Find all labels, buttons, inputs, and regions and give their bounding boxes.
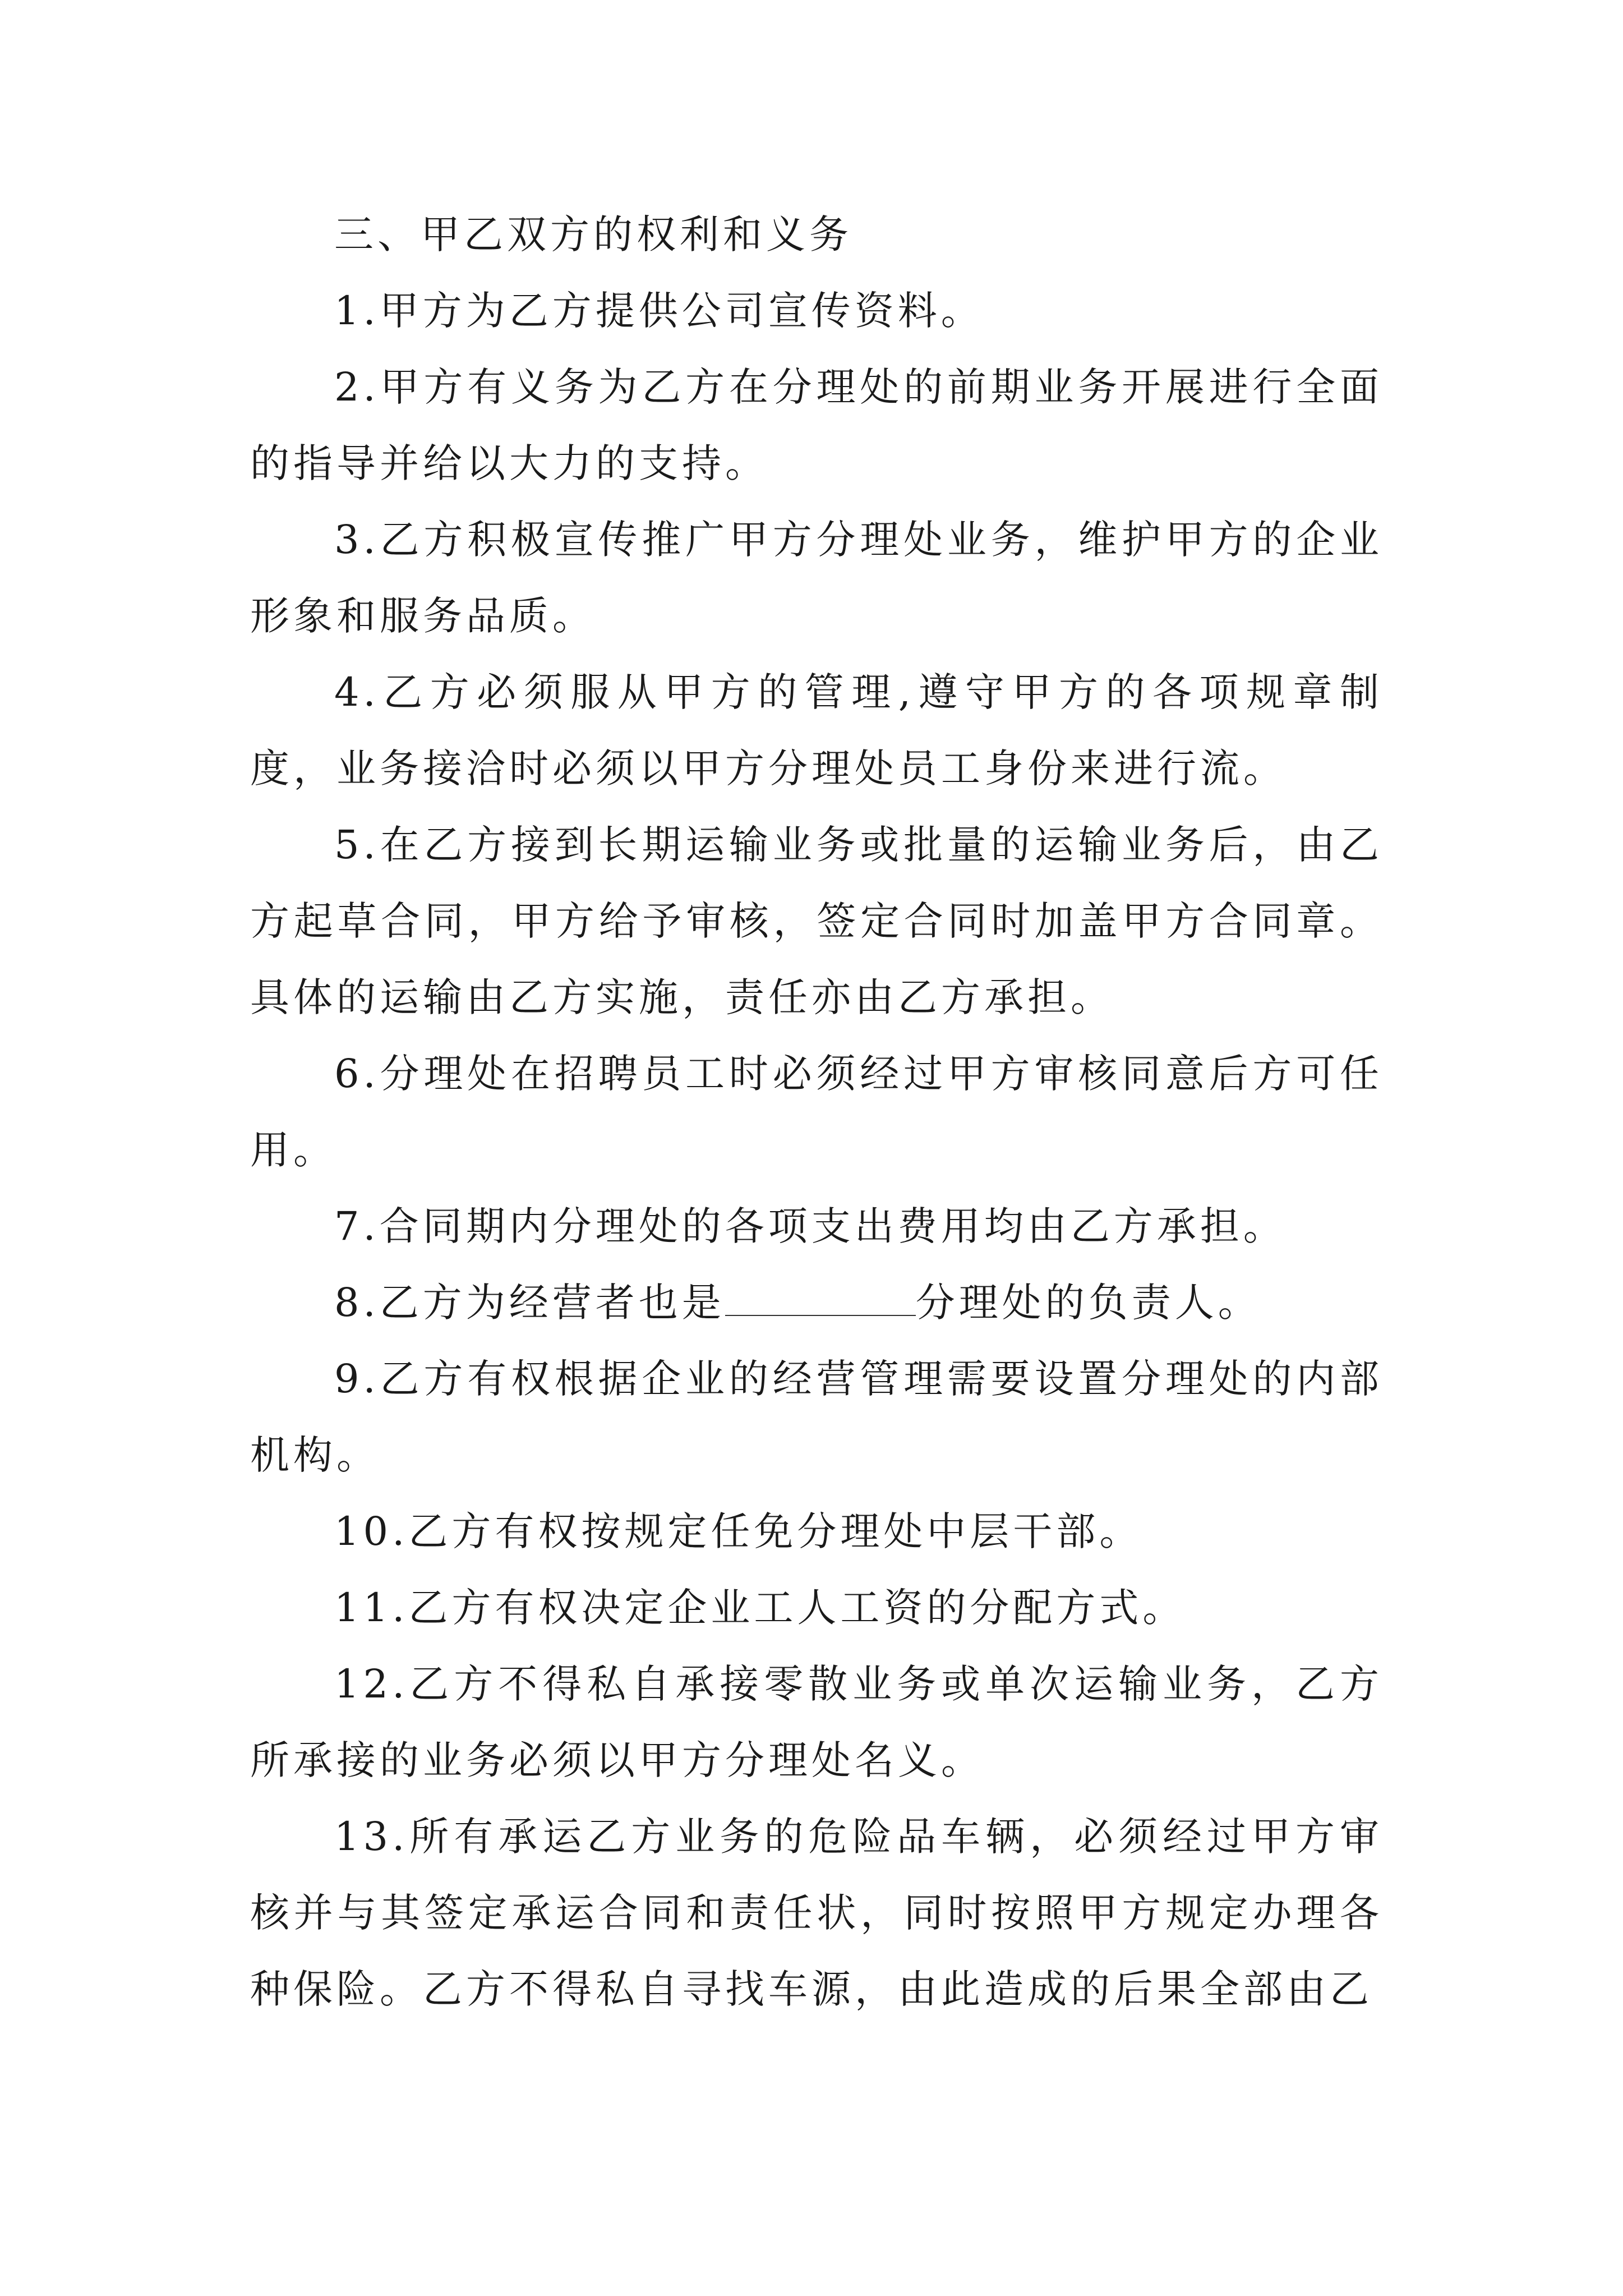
clause-10: 10.乙方有权按规定任免分理处中层干部。 (334, 1508, 1143, 1554)
clause-13: 13.所有承运乙方业务的危险品车辆，必须经过甲方审核并与其签定承运合同和责任状，同时按照甲方规定办理各种保险。乙方不得私自寻找车源，由此造成的后果全部由乙 (250, 1814, 1383, 2012)
clause-4: 4.乙方必须服从甲方的管理,遵守甲方的各项规章制度，业务接洽时必须以甲方分理处员工身份来进行流。 (250, 669, 1383, 792)
clause-3: 3.乙方积极宣传推广甲方分理处业务，维护甲方的企业形象和服务品质。 (250, 517, 1383, 639)
clause-8-text-before: 8.乙方为经营者也是 (334, 1280, 725, 1326)
clause-2: 2.甲方有义务为乙方在分理处的前期业务开展进行全面的指导并给以大力的支持。 (250, 364, 1383, 486)
clause-6: 6.分理处在招聘员工时必须经过甲方审核同意后方可任用。 (250, 1051, 1383, 1173)
clause-9: 9.乙方有权根据企业的经营管理需要设置分理处的内部机构。 (250, 1356, 1383, 1478)
clause-11: 11.乙方有权决定企业工人工资的分配方式。 (334, 1585, 1186, 1631)
clause-7: 7.合同期内分理处的各项支出费用均由乙方承担。 (334, 1203, 1287, 1249)
clause-8-text-after: 分理处的负责人。 (915, 1280, 1261, 1326)
fill-in-blank (725, 1281, 916, 1316)
document-body (250, 196, 1383, 2027)
clause-5: 5.在乙方接到长期运输业务或批量的运输业务后，由乙方起草合同，甲方给予审核，签定合同时加盖甲方合同章。具体的运输由乙方实施，责任亦由乙方承担。 (250, 822, 1383, 1020)
clause-12: 12.乙方不得私自承接零散业务或单次运输业务，乙方所承接的业务必须以甲方分理处名义。 (250, 1661, 1383, 1783)
section-heading: 三、甲乙双方的权利和义务 (334, 211, 852, 257)
clause-8 (250, 1264, 1383, 1341)
clause-1: 1.甲方为乙方提供公司宣传资料。 (334, 288, 984, 334)
